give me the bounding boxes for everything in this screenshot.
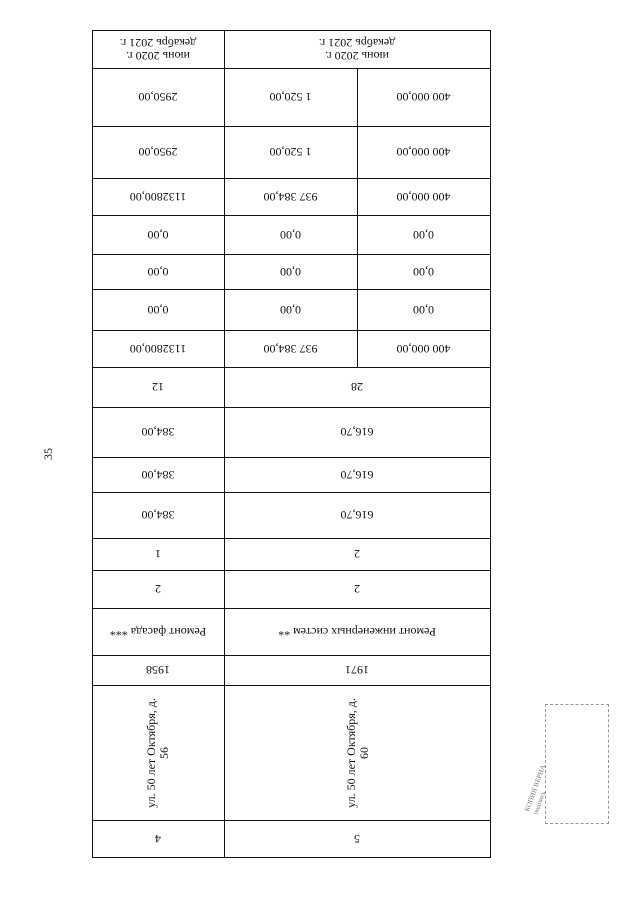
capital-repair-table xyxy=(92,30,491,858)
row5-sub2-money-p1: 400 000,00 xyxy=(396,145,451,160)
row4-address: ул. 50 лет Октября, д. 56 xyxy=(144,698,171,808)
row5-sub2-money-total: 400 000,00 xyxy=(396,342,451,356)
row4-num: 4 xyxy=(155,832,161,846)
row4-money-z1: 0,00 xyxy=(147,303,169,317)
page-number: 35 xyxy=(41,448,55,460)
row4-c-e: 384,00 xyxy=(141,425,175,440)
row5-c-a: 2 xyxy=(354,582,360,597)
row5-sub2-money-main: 400 000,00 xyxy=(396,190,451,204)
row4-c-c: 384,00 xyxy=(141,508,175,523)
row5-sub1-money-total: 937 384,00 xyxy=(263,342,318,356)
row5-c-e: 616,70 xyxy=(340,425,374,440)
row4-year: 1958 xyxy=(146,663,170,678)
row5-c-c: 616,70 xyxy=(340,508,374,523)
row5-sub2-money-z1: 0,00 xyxy=(413,303,434,317)
row5-sub1-money-z1: 0,00 xyxy=(280,303,301,317)
row5-year: 1971 xyxy=(345,663,369,678)
row5-c-f: 28 xyxy=(351,380,363,395)
row4-work-type: Ремонт фасада *** xyxy=(109,625,207,639)
row5-address: ул. 50 лет Октября, д. 60 xyxy=(344,698,371,808)
row4-dates: июнь 2020 г. декабрь 2021 г. xyxy=(119,36,197,63)
row4-c-a: 2 xyxy=(155,582,161,597)
row5-sub1-money-z3: 0,00 xyxy=(280,228,301,242)
row4-money-p2: 2950,00 xyxy=(138,90,178,105)
row4-money-z2: 0,00 xyxy=(147,265,169,279)
row5-c-b: 2 xyxy=(354,547,360,562)
row4-money-total: 1132800,00 xyxy=(129,342,187,356)
row4-money-z3: 0,00 xyxy=(147,228,169,242)
row5-sub1-money-p2: 1 520,00 xyxy=(269,90,312,105)
row5-dates: июнь 2020 г. декабрь 2021 г. xyxy=(318,36,396,63)
row4-c-f: 12 xyxy=(152,380,164,395)
row5-num: 5 xyxy=(354,832,360,846)
row5-sub2-money-z3: 0,00 xyxy=(413,228,434,242)
row5-sub2-money-z2: 0,00 xyxy=(413,265,434,279)
row4-money-p1: 2950,00 xyxy=(138,145,178,160)
row5-sub1-money-p1: 1 520,00 xyxy=(269,145,312,160)
row5-sub2-money-p2: 400 000,00 xyxy=(396,90,451,105)
row5-sub1-money-z2: 0,00 xyxy=(280,265,301,279)
row4-money-main: 1132800,00 xyxy=(129,190,187,204)
row5-c-d: 616,70 xyxy=(340,468,374,482)
row5-work-type: Ремонт инженерных систем ** xyxy=(278,625,436,639)
row4-c-d: 384,00 xyxy=(141,468,175,482)
row4-c-b: 1 xyxy=(155,547,161,562)
row5-sub1-money-main: 937 384,00 xyxy=(263,190,318,204)
certification-stamp: КОПИЯ ВЕРНА подпись xyxy=(545,704,609,824)
